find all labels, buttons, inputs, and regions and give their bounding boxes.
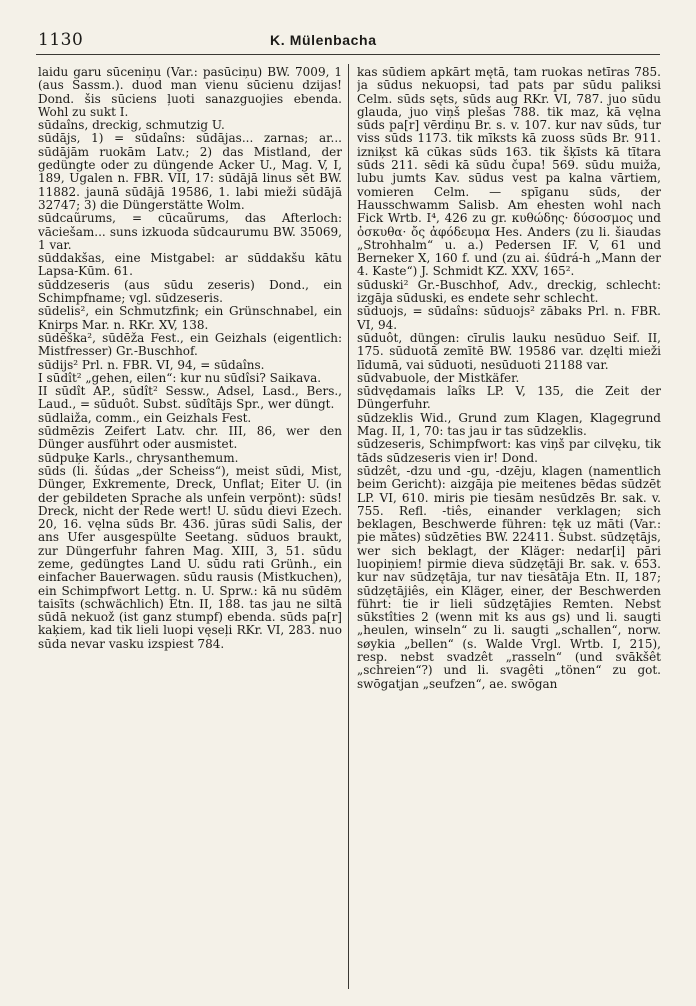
entry-paragraph: sūds (li. šúdas „der Scheiss“), meist sūdi, Mist, Dünger, Exkremente, Dreck, Unflat; Eiter U. (in der gebildeten Sprache als unfein verpönt): sūds! Dreck, nicht der Rede wert! U. sūdu dievi Ezech. 20, 16. vęlna sūds Br. 436. jūras sūdi Salis, der ans Ufer ausgespülte Seetang. sūduos braukt, zur Düngerfuhr fahren Mag. XIII, 3, 51. sūdu zeme, gedüngtes Land U. sūdu rati Grünh., ein einfacher Bauerwagen. sūdu rausis (Mistkuchen), ein Schimpfwort Lettg. n. U. Sprw.: kā nu sūdēm taisīts (schwächlich) Etn. II, 188. tas jau ne siltā sūdā nekuož (ist ganz stumpf) ebenda. sūds pa[r] kaķiem, kad tik lieli luopi vęseļi RKr. VI, 283. nuo sūda nevar vasku izspiest 784. xyxy=(38,463,342,651)
entry-paragraph: sūdlaiža, comm., ein Geizhals Fest. xyxy=(38,410,252,425)
page-number: 1130 xyxy=(38,30,84,50)
entry-paragraph: sūdaîns, dreckig, schmutzig U. xyxy=(38,118,225,133)
entry-paragraph: sūdmēzis Zeifert Latv. chr. III, 86, wer den Dünger ausführt oder ausmistet. xyxy=(38,424,342,452)
running-head: K. Mülenbacha xyxy=(270,32,377,48)
entry-paragraph: sūdājs, 1) = sūdaîns: sūdājas... zarnas; ar... sūdājām ruokām Latv.; 2) das Mistland, der gedüngte oder zu düngende Acker U., Mag. V, I, 189, Ugalen n. FBR. VII, 17: sūdājā linus sēt BW. 11882. jaunā sūdājā 19586, 1. labi mieži sūdājā 32747; 3) die Düngerstätte Wolm. xyxy=(38,131,342,212)
header-rule xyxy=(36,54,660,55)
entry-paragraph: sūdzeseris, Schimpfwort: kas viņš par cilvęku, tik tāds sūdzeseris vien ir! Dond. xyxy=(357,437,661,465)
entry-paragraph: sūddakšas, eine Mistgabel: ar sūddakšu kātu Lapsa-Kūm. 61. xyxy=(38,251,342,279)
entry-paragraph: II sūdît AP., sūdît² Sessw., Adsel, Lasd., Bers., Laud., = sūduôt. Subst. sūdîtājs Spr., wer düngt. xyxy=(38,384,342,412)
entry-paragraph: laidu garu sūceniņu (Var.: pasūciņu) BW. 7009, 1 (aus Sassm.). duod man vienu sūcienu dzijas! Dond. šis sūciens ļuoti sanazguojies ebenda. Wohl zu sukt I. xyxy=(38,66,342,119)
entry-paragraph: sūduôt, düngen: cīrulis lauku nesūduo Seif. II, 175. sūduotā zemītē BW. 19586 var. dzęlti mieži līdumā, vai sūduoti, nesūduoti 21188 var. xyxy=(357,330,661,372)
entry-paragraph: kas sūdiem apkārt mętā, tam ruokas netīras 785. ja sūdus nekuopsi, tad pats par sūdu paliksi Celm. sūds sęts, sūds aug RKr. VI, 787. juo sūdu glauda, juo viņš plešas 788. tik maz, kā vęlna sūds pa[r] vērdiņu Br. s. v. 107. kur nav sūds, tur viss sūds 1173. tik mīksts kā zuoss sūds Br. 911. izniķst kā cūkas sūds 163. tik šķīsts kā tītara sūds 211. sēdi kā sūdu čupa! 569. sūdu muiža, lubu jumts Kav. sūdus vest pa kalna vārtiem, vomieren Celm. — spīganu sūds, der Hausschwamm Salisb. Am ehesten wohl nach Fick Wrtb. I⁴, 426 zu gr. κυθώδης· δύσοσμος und ὀσκυθα· ὄς ἀφόδευμα Hes. Anders (zu li. šiaudas „Strohhalm“ u. a.) Pedersen IF. V, 61 und Berneker X, 160 f. und (zu ai. śūdrá-h „Mann der 4. Kaste“) J. Schmidt KZ. XXV, 165². xyxy=(357,66,661,279)
column-divider xyxy=(348,64,349,989)
entry-paragraph: sūdēška², sūdēža Fest., ein Geizhals (eigentlich: Mistfresser) Gr.-Buschhof. xyxy=(38,330,342,359)
entry-paragraph: I sūdît² „gehen, eilen“: kur nu sūdîsi? Saikava. xyxy=(38,370,322,385)
entry-paragraph: sūdelis², ein Schmutzfink; ein Grünschnabel, ein Knirps Mar. n. RKr. XV, 138. xyxy=(38,304,342,332)
entry-paragraph: sūdvabuole, der Mistkäfer. xyxy=(357,370,520,385)
right-column xyxy=(357,66,661,996)
entry-paragraph: sūdcaũrums, = cūcaũrums, das Afterloch: vāciešam... suns izkuoda sūdcaurumu BW. 35069, 1 var. xyxy=(38,211,342,252)
entry-paragraph: sūdpuķe Karls., chrysanthemum. xyxy=(38,450,239,465)
entry-paragraph: sūdzeklis Wid., Grund zum Klagen, Klagegrund Mag. II, 1, 70: tas jau ir tas sūdzeklis. xyxy=(357,410,661,439)
entry-paragraph: sūddzeseris (aus sūdu zeseris) Dond., ein Schimpfname; vgl. sūdzeseris. xyxy=(38,277,342,306)
entry-paragraph: sūdijs² Prl. n. FBR. VI, 94, = sūdaîns. xyxy=(38,357,265,372)
left-column xyxy=(38,66,342,996)
entry-paragraph: sūduski² Gr.-Buschhof, Adv., dreckig, schlecht: izgāja sūduski, es endete sehr schlecht. xyxy=(357,277,661,306)
entry-paragraph: sūduojs, = sūdaîns: sūduojs² zābaks Prl. n. FBR. VI, 94. xyxy=(357,304,661,332)
entry-paragraph: sūdvędamais laîks LP. V, 135, die Zeit der Düngerfuhr. xyxy=(357,384,661,412)
entry-paragraph: sūdzêt, -dzu und -gu, -dzēju, klagen (namentlich beim Gericht): aizgāja pie meitenes bēdas sūdzēt LP. VI, 610. miris pie tiesām nesūdzēs Br. sak. v. 755. Refl. -tiês, einander verklagen; sich beklagen, Beschwerde führen: tęk uz māti (Var.: pie mātes) sūdzēties BW. 22411. Subst. sūdzętājs, wer sich beklagt, der Kläger: nedar[i] pāri luopiņiem! pirmie dieva sūdzętāji Br. sak. v. 653. kur nav sūdzętāja, tur nav tiesātāja Etn. II, 187; sūdzętājiês, ein Kläger, einer, der Beschwerden führt: tie ir lieli sūdzętājies Remten. Nebst sūkstîties 2 (wenn mit ks aus gs) und li. saugti „heulen, winseln“ zu li. saugti „schallen“, norw. søykia „bellen“ (s. Walde Vrgl. Wrtb. I, 215), resp. nebst svadzêt „rasseln“ (und svākšêt „schreien“?) und li. svagêti „tönen“ zu got. swōgatjan „seufzen“, ae. swōgan xyxy=(357,463,661,691)
